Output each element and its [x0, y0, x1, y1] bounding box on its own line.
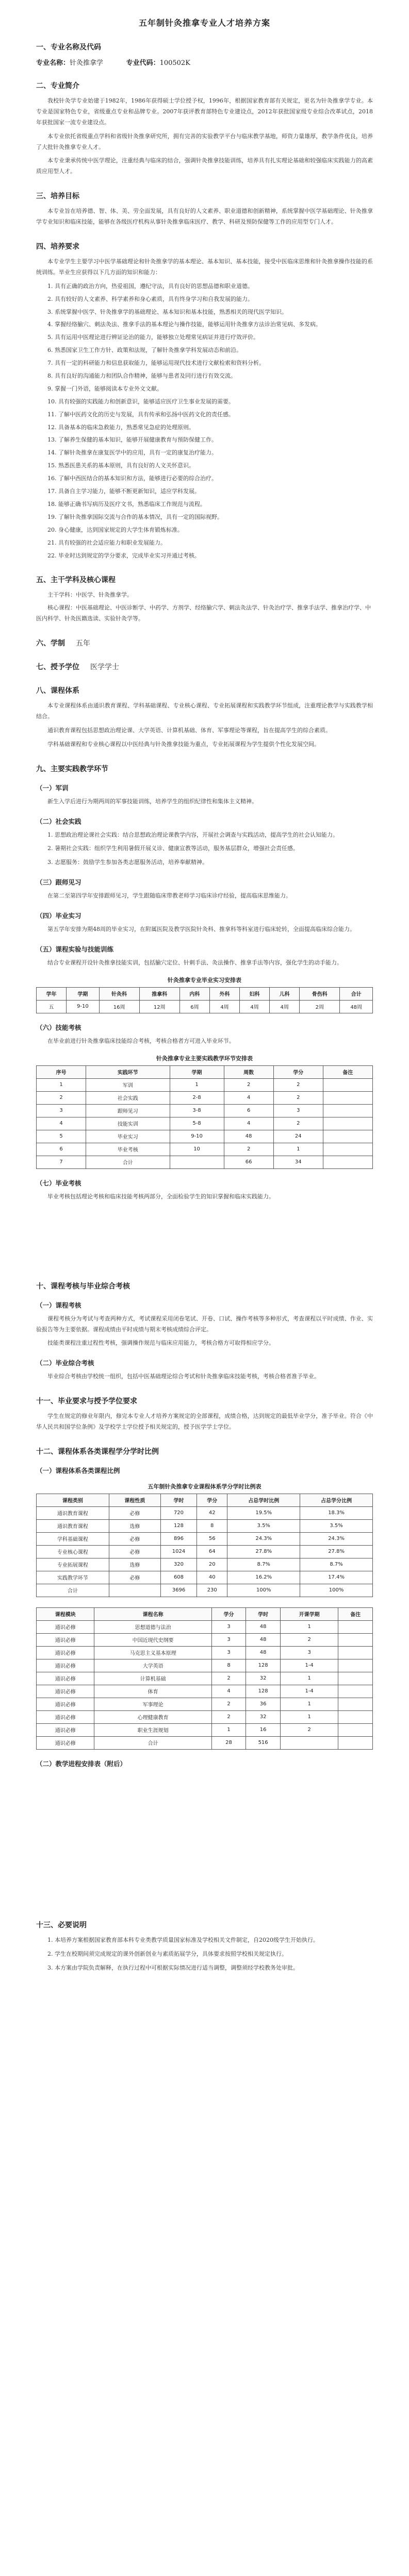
- table-header-cell: 实践环节: [86, 1065, 170, 1078]
- table-cell: 1: [273, 1143, 323, 1156]
- table-cell: 2: [224, 1143, 273, 1156]
- table-cell: [338, 1659, 373, 1672]
- table-row: [37, 1091, 373, 1104]
- table-cell: [338, 1710, 373, 1723]
- requirement-item: 1. 具有正确的政治方向，热爱祖国，遵纪守法，具有良好的思想品德和职业道德。: [47, 282, 253, 290]
- paragraph: 学生在规定的修业年限内，修完本专业人才培养方案规定的全部课程，成绩合格，达到规定的最低毕业学分，准予毕业。符合《中华人民共和国学位条例》及学校学士学位授予相关规定的，授予医学学士学位。: [36, 1413, 373, 1431]
- table-cell: 1: [170, 1078, 224, 1091]
- table-cell: [338, 1672, 373, 1685]
- table-cell: 720: [160, 1506, 197, 1519]
- table-cell: 1024: [160, 1545, 197, 1558]
- table-cell: 16: [246, 1723, 281, 1736]
- requirement-item: 18. 能够正确书写病历及医疗文书，熟悉临床工作规范与流程。: [47, 500, 206, 507]
- table-cell: [280, 1736, 338, 1749]
- table-cell: 2: [273, 1078, 323, 1091]
- table-cell: 128: [246, 1685, 281, 1698]
- table-caption: 针灸推拿专业毕业实习安排表: [168, 976, 241, 984]
- table-cell: 通识必修: [37, 1672, 94, 1685]
- table-row: [37, 1672, 373, 1685]
- major-name-value: 针灸推拿学: [70, 59, 104, 67]
- table-cell: [323, 1091, 372, 1104]
- table-cell: 通识教育课程: [37, 1506, 109, 1519]
- table-caption: 五年制针灸推拿专业课程体系学分学时比例表: [148, 1483, 261, 1490]
- paragraph: 学科基础课程和专业核心课程以中医经典与针灸推拿技能为重点，专业拓展课程为学生提供个性化发展空间。: [47, 740, 320, 748]
- requirement-item: 19. 了解针灸推拿国际交流与合作的基本情况，具有一定的国际视野。: [47, 513, 223, 520]
- table-cell: 选修: [109, 1558, 160, 1571]
- section-heading-3: 三、培养目标: [36, 192, 79, 201]
- list-item: 核心课程：中医基础理论、中医诊断学、中药学、方剂学、经络腧穴学、刺法灸法学、针灸治疗学、推拿手法学、推拿治疗学、中医内科学、针灸医籍选读、实验针灸学等。: [36, 604, 371, 622]
- section-heading-7: [36, 662, 373, 672]
- table-cell: 毕业实习: [86, 1130, 170, 1143]
- table-cell: 10: [170, 1143, 224, 1156]
- section-heading-11: 十一、毕业要求与授予学位要求: [36, 1397, 137, 1406]
- table-cell: 思想道德与法治: [94, 1620, 211, 1633]
- table-row: [37, 1558, 373, 1571]
- table-cell: 马克思主义基本原理: [94, 1646, 211, 1659]
- table-cell: 2: [211, 1698, 246, 1710]
- table-cell: 2: [273, 1117, 323, 1130]
- requirement-item: 8. 具有良好的沟通能力和团队合作精神，能够与患者及同行进行有效交流。: [47, 372, 236, 380]
- table-cell: [323, 1130, 372, 1143]
- table-cell: 通识必修: [37, 1710, 94, 1723]
- table-cell: 17.4%: [300, 1571, 373, 1584]
- paragraph: 课程考核分为考试与考查两种方式，考试课程采用闭卷笔试、开卷、口试、操作考核等多种形式，考查课程以平时成绩、作业、实验报告等为主要依据。课程成绩由平时成绩与期末考核成绩综合评定。: [36, 1315, 373, 1333]
- table-cell: 必修: [109, 1571, 160, 1584]
- table-cell: 4周: [240, 1000, 270, 1013]
- table-cell: 896: [160, 1532, 197, 1545]
- table-cell: 12周: [139, 1000, 179, 1013]
- table-header-cell: 外科: [209, 987, 239, 1000]
- table-cell: 40: [197, 1571, 227, 1584]
- table-cell: 100%: [300, 1584, 373, 1597]
- paragraph: 新生入学后进行为期两周的军事技能训练，培养学生的组织纪律性和集体主义精神。: [47, 798, 257, 805]
- table-cell: [109, 1584, 160, 1597]
- table-cell: 27.8%: [300, 1545, 373, 1558]
- paragraph: 毕业综合考核由学校统一组织，包括中医基础理论综合考试和针灸推拿临床技能考核，考核合格者准予毕业。: [47, 1373, 320, 1380]
- section-heading-12: 十二、课程体系各类课程学分学时比例: [36, 1447, 159, 1456]
- table-cell: 48: [246, 1620, 281, 1633]
- table-row: [37, 1571, 373, 1584]
- sub-heading: （四）毕业实习: [36, 912, 81, 920]
- table-cell: 128: [246, 1659, 281, 1672]
- table-cell: 3696: [160, 1584, 197, 1597]
- requirement-item: 3. 系统掌握中医学、针灸推拿学的基础理论、基本知识和基本技能，熟悉相关的现代医学知识。: [47, 308, 287, 315]
- table-cell: 48: [246, 1646, 281, 1659]
- table-cell: 32: [246, 1710, 281, 1723]
- table-cell: 4: [37, 1117, 86, 1130]
- requirement-item: 20. 身心健康，达到国家规定的大学生体育锻炼标准。: [47, 526, 183, 533]
- table-cell: 1: [37, 1078, 86, 1091]
- section-heading-1: 一、专业名称及代码: [36, 43, 101, 52]
- table-cell: [323, 1104, 372, 1117]
- table-cell: 五: [37, 1000, 67, 1013]
- requirement-item: 11. 了解中医药文化的历史与发展，具有传承和弘扬中医药文化的责任感。: [47, 411, 234, 418]
- table-header-cell: 备注: [338, 1607, 373, 1620]
- table-cell: 选修: [109, 1519, 160, 1532]
- requirement-item: 5. 具有运用中医理论进行辨证论治的能力，能够独立处理常见病证并进行疗效评价。: [47, 334, 259, 341]
- requirement-item: 21. 具有较强的社会适应能力和职业发展能力。: [47, 539, 166, 546]
- table-cell: 通识必修: [37, 1723, 94, 1736]
- table-cell: 军事理论: [94, 1698, 211, 1710]
- table-cell: 实践教学环节: [37, 1571, 109, 1584]
- table-cell: 1: [211, 1723, 246, 1736]
- paragraph: 本专业旨在培养德、智、体、美、劳全面发展，具有良好的人文素养、职业道德和创新精神，系统掌握中医学基础理论、针灸推拿学专业知识和临床技能，能够在各级医疗机构从事针灸推拿临床医疗、教学、科研及预防保健等工作的应用型专门人才。: [36, 208, 373, 226]
- table-cell: 通识必修: [37, 1736, 94, 1749]
- table-header-cell: 课程模块: [37, 1607, 94, 1620]
- table-header-cell: 备注: [323, 1065, 372, 1078]
- table-row: [37, 1584, 373, 1597]
- table-cell: 3: [211, 1633, 246, 1646]
- table-cell: 66: [224, 1156, 273, 1168]
- section-heading-label: 七、授予学位: [36, 663, 79, 672]
- table-cell: 通识必修: [37, 1659, 94, 1672]
- table-header-cell: 学分: [197, 1494, 227, 1506]
- table-header-cell: 占总学分比例: [300, 1494, 373, 1506]
- sub-heading: （六）技能考核: [36, 1023, 81, 1031]
- table-cell: 2周: [300, 1000, 340, 1013]
- table-cell: 2: [273, 1091, 323, 1104]
- table-cell: 56: [197, 1532, 227, 1545]
- table-row: [37, 1698, 373, 1710]
- table-cell: 4: [224, 1117, 273, 1130]
- table-cell: 24: [273, 1130, 323, 1143]
- major-name-label: 专业名称：: [36, 59, 70, 67]
- table-row: [37, 1117, 373, 1130]
- table-cell: 3: [280, 1646, 338, 1659]
- table-header-cell: 学期: [67, 987, 100, 1000]
- table-cell: 专业核心课程: [37, 1545, 109, 1558]
- table-cell: 16周: [99, 1000, 139, 1013]
- table-cell: 通识必修: [37, 1633, 94, 1646]
- requirement-item: 4. 掌握经络腧穴、刺法灸法、推拿手法的基本理论与操作技能，能够运用针灸推拿方法诊治常见病、多发病。: [47, 321, 321, 328]
- section-heading-9: 九、主要实践教学环节: [36, 765, 108, 773]
- paragraph: 毕业考核包括理论考核和临床技能考核两部分，全面检验学生的知识掌握和临床实践能力。: [47, 1193, 274, 1200]
- table-cell: 2-8: [170, 1091, 224, 1104]
- table-cell: 320: [160, 1558, 197, 1571]
- table-cell: 1-4: [280, 1659, 338, 1672]
- table-cell: 1: [280, 1672, 338, 1685]
- paragraph: 本专业学生主要学习中医学基础理论和针灸推拿学的基本理论、基本知识、基本技能，接受中医临床思维和针灸推拿操作技能的系统训练。毕业生应获得以下几方面的知识和能力：: [36, 258, 373, 276]
- table-cell: 8: [197, 1519, 227, 1532]
- section-heading-6: [36, 638, 373, 648]
- table-cell: 6: [37, 1143, 86, 1156]
- table-cell: 27.8%: [227, 1545, 300, 1558]
- table-header-cell: 学分: [211, 1607, 246, 1620]
- practice-table: [36, 1065, 373, 1169]
- paragraph: 我校针灸学专业始建于1982年，1986年获得硕士学位授予权，1996年，根据国家教育部有关规定，更名为针灸推拿学专业。本专业是国家特色专业，省级重点专业和品牌专业。2007年获评教育部特色专业建设点，2012年获批国家级专业综合改革试点，2018年获批国家一流专业建设点。: [36, 97, 373, 126]
- requirements-list: [36, 281, 373, 562]
- table-cell: 3-8: [170, 1104, 224, 1117]
- table-cell: 必修: [109, 1506, 160, 1519]
- table-header-cell: 学分: [273, 1065, 323, 1078]
- table-cell: [338, 1685, 373, 1698]
- table-cell: 中国近现代史纲要: [94, 1633, 211, 1646]
- table-cell: 3: [211, 1646, 246, 1659]
- table-cell: 通识必修: [37, 1698, 94, 1710]
- paragraph: 结合专业课程开设针灸推拿技能实训，包括腧穴定位、针刺手法、灸法操作、推拿手法等内容，强化学生的动手能力。: [47, 959, 342, 966]
- table-cell: [323, 1143, 372, 1156]
- table-row: [37, 1723, 373, 1736]
- paragraph: 在第二至第四学年安排跟师见习，学生跟随临床带教老师学习临床诊疗经验，提高临床思维能力。: [47, 892, 291, 900]
- table-cell: 大学英语: [94, 1659, 211, 1672]
- table-cell: 100%: [227, 1584, 300, 1597]
- paragraph: 通识教育课程包括思想政治理论课、大学英语、计算机基础、体育、军事理论等课程，旨在提高学生的综合素质。: [47, 726, 331, 734]
- table-header-cell: 妇科: [240, 987, 270, 1000]
- table-cell: 3: [211, 1620, 246, 1633]
- table-cell: 2: [280, 1633, 338, 1646]
- table-cell: 1: [280, 1710, 338, 1723]
- section-heading-label: 六、学制: [36, 639, 65, 648]
- table-cell: 230: [197, 1584, 227, 1597]
- table-row: [37, 1633, 373, 1646]
- table-cell: 2: [37, 1091, 86, 1104]
- table-header-cell: 周数: [224, 1065, 273, 1078]
- sub-heading: （五）课程实验与技能训练: [36, 945, 114, 953]
- table-cell: [338, 1723, 373, 1736]
- paragraph: 技能类课程注重过程性考核，强调操作规范与临床应用能力，考核合格方可取得相应学分。: [47, 1340, 274, 1347]
- paragraph: 第五学年安排为期48周的毕业实习，在附属医院及教学医院针灸科、推拿科等科室进行临床轮转，全面提高临床综合能力。: [47, 926, 355, 933]
- table-row: [37, 1659, 373, 1672]
- table-row: [37, 1532, 373, 1545]
- table-cell: 36: [246, 1698, 281, 1710]
- table-cell: 4周: [270, 1000, 300, 1013]
- table-cell: 20: [197, 1558, 227, 1571]
- sub-heading: （二）毕业综合考核: [36, 1359, 94, 1367]
- table-cell: 608: [160, 1571, 197, 1584]
- table-cell: 合计: [86, 1156, 170, 1168]
- table-row: [37, 1104, 373, 1117]
- table-cell: [170, 1156, 224, 1168]
- table-cell: 通识教育课程: [37, 1519, 109, 1532]
- table-cell: 军训: [86, 1078, 170, 1091]
- table-header-cell: 学年: [37, 987, 67, 1000]
- sub-heading: （二）社会实践: [36, 817, 81, 825]
- table-cell: 32: [246, 1672, 281, 1685]
- section-heading-13: 十三、必要说明: [36, 1921, 87, 1929]
- table-row: [37, 1519, 373, 1532]
- table-cell: 专业拓展课程: [37, 1558, 109, 1571]
- paragraph: 3. 志愿服务：鼓励学生参加各类志愿服务活动，培养奉献精神。: [47, 859, 208, 866]
- table-cell: 合计: [94, 1736, 211, 1749]
- table-cell: 8.7%: [300, 1558, 373, 1571]
- table-cell: 跟师见习: [86, 1104, 170, 1117]
- table-row: [37, 1620, 373, 1633]
- table-row: [37, 1078, 373, 1091]
- table-header-cell: 合计: [340, 987, 373, 1000]
- table-header-cell: 课程名称: [94, 1607, 211, 1620]
- table-cell: 64: [197, 1545, 227, 1558]
- section-heading-value: 医学学士: [90, 663, 119, 672]
- table-cell: [323, 1156, 372, 1168]
- section-heading-2: 二、专业简介: [36, 82, 79, 90]
- table-cell: 必修: [109, 1545, 160, 1558]
- table-header-cell: 儿科: [270, 987, 300, 1000]
- table-cell: 计算机基础: [94, 1672, 211, 1685]
- table-cell: [338, 1633, 373, 1646]
- table-header-cell: 内科: [179, 987, 209, 1000]
- requirement-item: 17. 具备自主学习能力，能够不断更新知识，适应学科发展。: [47, 488, 200, 495]
- section-heading-value: 五年: [75, 639, 90, 648]
- paragraph: 3. 本方案由学院负责解释，在执行过程中可根据实际情况进行适当调整，调整须经学校教务处审批。: [47, 1964, 299, 1971]
- table-cell: 42: [197, 1506, 227, 1519]
- table-header-cell: 针灸科: [99, 987, 139, 1000]
- table-header-cell: 课程性质: [109, 1494, 160, 1506]
- table-cell: 2: [280, 1723, 338, 1736]
- requirement-item: 16. 了解中西医结合的基本知识和方法，能够进行必要的综合治疗。: [47, 475, 217, 482]
- table-cell: [338, 1646, 373, 1659]
- table-cell: 5: [37, 1130, 86, 1143]
- table-cell: 3.5%: [300, 1519, 373, 1532]
- table-cell: 职业生涯规划: [94, 1723, 211, 1736]
- sub-heading: （二）教学进程安排表（附后）: [36, 1759, 127, 1768]
- requirement-item: 13. 了解养生保健的基本知识，能够开展健康教育与预防保健工作。: [47, 436, 217, 444]
- table-cell: 毕业考核: [86, 1143, 170, 1156]
- list-item: 主干学科：中医学、针灸推拿学。: [47, 591, 133, 599]
- sub-heading: （一）课程考核: [36, 1301, 81, 1309]
- table-row: [37, 1545, 373, 1558]
- table-row: [37, 1130, 373, 1143]
- paragraph: 本专业依托省级重点学科和省级针灸推拿研究所，拥有完善的实验教学平台与临床教学基地，师资力量雄厚，教学条件优良，培养了大批针灸推拿专业人才。: [36, 132, 373, 150]
- table-row: [37, 1506, 373, 1519]
- sub-heading: （三）跟师见习: [36, 878, 81, 887]
- table-cell: [338, 1698, 373, 1710]
- table-cell: 24.3%: [300, 1532, 373, 1545]
- table-cell: 16.2%: [227, 1571, 300, 1584]
- paragraph: 1. 本培养方案根据国家教育部本科专业类教学质量国家标准及学校相关文件制定，自2020级学生开始执行。: [47, 1936, 319, 1943]
- table-cell: [338, 1620, 373, 1633]
- table-cell: 19.5%: [227, 1506, 300, 1519]
- requirement-item: 7. 具有一定的科研能力和信息获取能力，能够运用现代技术进行文献检索和资料分析。: [47, 360, 265, 367]
- requirement-item: 2. 具有较好的人文素养、科学素养和身心素质，具有终身学习和自我发展的能力。: [47, 295, 253, 302]
- requirement-item: 14. 了解针灸推拿在康复医学中的应用，具有一定的康复治疗能力。: [47, 449, 217, 456]
- requirement-item: 6. 熟悉国家卫生工作方针、政策和法规，了解针灸推拿学科发展动态和前沿。: [47, 347, 242, 354]
- table-header-cell: 学时: [160, 1494, 197, 1506]
- table-cell: 8: [211, 1659, 246, 1672]
- table-row: [37, 1710, 373, 1723]
- sub-heading: （一）军训: [36, 784, 69, 792]
- table-cell: 3: [273, 1104, 323, 1117]
- major-info: [36, 57, 373, 67]
- section-heading-8: 八、课程体系: [36, 687, 79, 696]
- table-cell: 技能实训: [86, 1117, 170, 1130]
- table-header-cell: 课程类别: [37, 1494, 109, 1506]
- table-cell: 通识必修: [37, 1646, 94, 1659]
- major-code-value: 100502K: [159, 59, 190, 67]
- table-cell: 2: [224, 1078, 273, 1091]
- table-header-cell: 推拿科: [139, 987, 179, 1000]
- requirement-item: 10. 具有较强的实践能力和创新意识，能够适应医疗卫生事业发展的需要。: [47, 398, 234, 405]
- table-row: [37, 1685, 373, 1698]
- table-row: [37, 1000, 373, 1013]
- table-cell: 4: [224, 1091, 273, 1104]
- table-cell: 48周: [340, 1000, 373, 1013]
- table-cell: 48: [224, 1130, 273, 1143]
- table-header-cell: 学时: [246, 1607, 281, 1620]
- paragraph: 本专业秉承传统中医学理论，注重经典与临床的结合，强调针灸推拿技能训练，培养具有扎实理论基础和较强临床实践能力的高素质应用型人才。: [36, 157, 373, 175]
- section-heading-4: 四、培养要求: [36, 243, 79, 251]
- paragraph: 在毕业前进行针灸推拿临床技能综合考核，考核合格者方可进入毕业环节。: [47, 1037, 235, 1044]
- table-cell: 24.3%: [227, 1532, 300, 1545]
- requirement-item: 15. 熟悉医患关系的基本原则，具有良好的人文关怀意识。: [47, 462, 194, 469]
- table-row: [37, 1646, 373, 1659]
- table-cell: 28: [211, 1736, 246, 1749]
- table-cell: 6: [224, 1104, 273, 1117]
- section-heading-10: 十、课程考核与毕业综合考核: [36, 1282, 130, 1291]
- table-header-cell: 开课学期: [280, 1607, 338, 1620]
- table-cell: 1: [280, 1698, 338, 1710]
- table-cell: 通识必修: [37, 1685, 94, 1698]
- table-cell: 必修: [109, 1532, 160, 1545]
- table-cell: 7: [37, 1156, 86, 1168]
- paragraph: 1. 思想政治理论课社会实践：结合思想政治理论课教学内容，开展社会调查与实践活动，提高学生的社会认知能力。: [47, 831, 338, 838]
- table-cell: 128: [160, 1519, 197, 1532]
- table-cell: 5-8: [170, 1117, 224, 1130]
- table-cell: 516: [246, 1736, 281, 1749]
- table-cell: 9-10: [170, 1130, 224, 1143]
- table-header-cell: 骨伤科: [300, 987, 340, 1000]
- table-cell: 4周: [209, 1000, 239, 1013]
- table-cell: 3: [37, 1104, 86, 1117]
- course-table: [36, 1607, 373, 1750]
- table-header-cell: 序号: [37, 1065, 86, 1078]
- major-code-label: 专业代码：: [126, 59, 160, 67]
- table-cell: 6周: [179, 1000, 209, 1013]
- table-cell: 社会实践: [86, 1091, 170, 1104]
- table-row: [37, 1156, 373, 1168]
- table-cell: 3.5%: [227, 1519, 300, 1532]
- paragraph: 2. 暑期社会实践：组织学生利用暑假开展义诊、健康宣教等活动，服务基层群众，增强社会责任感。: [47, 845, 299, 852]
- table-cell: 2: [211, 1672, 246, 1685]
- internship-table: [36, 987, 373, 1013]
- table-cell: 34: [273, 1156, 323, 1168]
- sub-heading: （一）课程体系各类课程比例: [36, 1466, 120, 1475]
- table-cell: [338, 1736, 373, 1749]
- requirement-item: 9. 掌握一门外语，能够阅读本专业外文文献。: [47, 385, 162, 392]
- credit-ratio-table: [36, 1494, 373, 1597]
- table-cell: 合计: [37, 1584, 109, 1597]
- table-row: [37, 1736, 373, 1749]
- table-cell: 心理健康教育: [94, 1710, 211, 1723]
- table-cell: 学科基础课程: [37, 1532, 109, 1545]
- paragraph: 本专业课程体系由通识教育课程、学科基础课程、专业核心课程、专业拓展课程和实践教学环节组成，注重理论教学与实践教学相结合。: [36, 702, 373, 720]
- table-cell: [323, 1117, 372, 1130]
- requirement-item: 22. 毕业时达到规定的学分要求，完成毕业实习并通过考核。: [47, 552, 200, 559]
- section-heading-5: 五、主干学科及核心课程: [36, 576, 116, 585]
- table-cell: 2: [211, 1710, 246, 1723]
- table-header-cell: 学期: [170, 1065, 224, 1078]
- table-cell: 18.3%: [300, 1506, 373, 1519]
- table-row: [37, 1143, 373, 1156]
- table-caption: 针灸推拿专业主要实践教学环节安排表: [156, 1055, 253, 1062]
- table-header-cell: 占总学时比例: [227, 1494, 300, 1506]
- document-title: 五年制针灸推拿专业人才培养方案: [138, 18, 270, 28]
- table-cell: 1-4: [280, 1685, 338, 1698]
- table-cell: 8.7%: [227, 1558, 300, 1571]
- table-cell: 9-10: [67, 1000, 100, 1013]
- table-cell: 体育: [94, 1685, 211, 1698]
- sub-heading: （七）毕业考核: [36, 1179, 81, 1187]
- table-cell: [323, 1078, 372, 1091]
- table-cell: 1: [280, 1620, 338, 1633]
- table-cell: 48: [246, 1633, 281, 1646]
- requirement-item: 12. 具备基本的临床急救能力，熟悉常见急症的处理原则。: [47, 423, 194, 431]
- paragraph: 2. 学生在校期间须完成规定的课外创新创业与素质拓展学分，具体要求按照学校相关规定执行。: [47, 1950, 287, 1957]
- table-cell: 4: [211, 1685, 246, 1698]
- table-cell: 通识必修: [37, 1620, 94, 1633]
